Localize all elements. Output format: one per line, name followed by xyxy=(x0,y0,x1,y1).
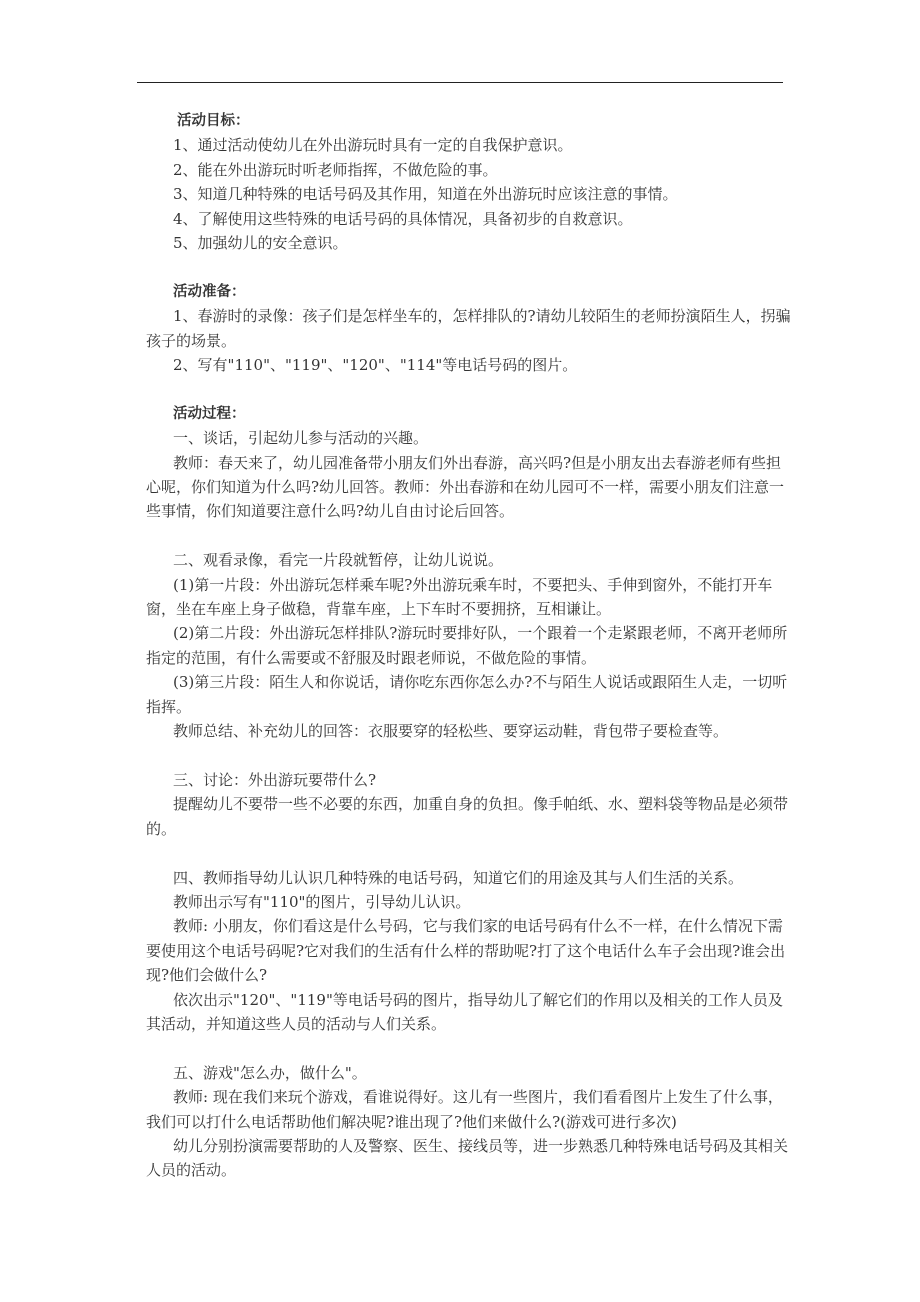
goal-item: 2、能在外出游玩时听老师指挥，不做危险的事。 xyxy=(173,160,498,179)
prep-item: 2、写有"110"、"119"、"120"、"114"等电话号码的图片。 xyxy=(173,356,578,375)
process-paragraph: 教师：春天来了，幼儿园准备带小朋友们外出春游，高兴吗?但是小朋友出去春游老师有些担心呢，你们知道为什么吗?幼儿回答。教师：外出春游和在幼儿园可不一样，需要小朋友们注意一些事情，你们知道要注意什么吗?幼儿自由讨论后回答。 xyxy=(146,453,785,521)
goal-item: 1、通过活动使幼儿在外出游玩时具有一定的自我保护意识。 xyxy=(173,136,573,155)
goal-item: 3、知道几种特殊的电话号码及其作用，知道在外出游玩时应该注意的事情。 xyxy=(173,185,678,204)
process-paragraph: (1)第一片段：外出游玩怎样乘车呢?外出游玩乘车时，不要把头、手伸到窗外，不能打开车窗，坐在车座上身子做稳，背靠车座，上下车时不要拥挤，互相谦让。 xyxy=(146,575,773,619)
spacer xyxy=(146,524,792,548)
process-paragraph: 四、教师指导幼儿认识几种特殊的电话号码，知道它们的用途及其与人们生活的关系。 xyxy=(173,868,744,887)
process-paragraph: 教师: 小朋友，你们看这是什么号码，它与我们家的电话号码有什么不一样，在什么情况下需要使用这个电话号码呢?它对我们的生活有什么样的帮助呢?打了这个电话什么车子会出现?谁会出现?他们会做什么? xyxy=(146,917,786,985)
prep-item: 1、春游时的录像：孩子们是怎样坐车的，怎样排队的?请幼儿较陌生的老师扮演陌生人，拐骗孩子的场景。 xyxy=(146,307,791,350)
process-paragraph: 一、谈话，引起幼儿参与活动的兴趣。 xyxy=(173,429,429,448)
process-paragraph: 教师总结、补充幼儿的回答：衣服要穿的轻松些、要穿运动鞋，背包带子要检查等。 xyxy=(173,722,729,741)
spacer xyxy=(146,1036,792,1060)
spacer xyxy=(146,841,792,865)
process-paragraph: 二、观看录像，看完一片段就暂停，让幼儿说说。 xyxy=(173,551,504,570)
goal-item: 4、了解使用这些特殊的电话号码的具体情况，具备初步的自救意识。 xyxy=(173,209,633,228)
process-paragraph: 幼儿分别扮演需要帮助的人及警察、医生、接线员等，进一步熟悉几种特殊电话号码及其相关人员的活动。 xyxy=(146,1136,789,1180)
header-rule xyxy=(137,82,783,83)
process-paragraph: 依次出示"120"、"119"等电话号码的图片，指导幼儿了解它们的作用以及相关的工作人员及其活动，并知道这些人员的活动与人们关系。 xyxy=(146,990,783,1033)
process-paragraph: (2)第二片段：外出游玩怎样排队?游玩时要排好队，一个跟着一个走紧跟老师，不离开老师所指定的范围，有什么需要或不舒服及时跟老师说，不做危险的事情。 xyxy=(146,624,788,667)
process-paragraph: 教师出示写有"110"的图片，引导幼儿认识。 xyxy=(173,892,471,911)
prep-heading: 活动准备： xyxy=(173,283,246,300)
goal-item: 5、加强幼儿的安全意识。 xyxy=(173,234,348,253)
process-paragraph: 教师: 现在我们来玩个游戏，看谁说得好。这儿有一些图片，我们看看图片上发生了什么事，我们可以打什么电话帮助他们解决呢?谁出现了?他们来做什么?(游戏可进行多次) xyxy=(146,1088,783,1131)
process-paragraph: (3)第三片段：陌生人和你说话，请你吃东西你怎么办?不与陌生人说话或跟陌生人走，一切听指挥。 xyxy=(146,673,788,716)
process-heading: 活动过程： xyxy=(173,405,246,422)
spacer xyxy=(146,255,792,279)
process-paragraph: 五、游戏"怎么办，做什么"。 xyxy=(173,1063,367,1082)
goals-heading: 活动目标： xyxy=(177,113,250,129)
process-paragraph: 提醒幼儿不要带一些不必要的东西，加重自身的负担。像手帕纸、水、塑料袋等物品是必须带的。 xyxy=(146,795,789,838)
spacer xyxy=(146,744,792,768)
spacer xyxy=(146,377,792,401)
document-body xyxy=(146,109,792,1183)
process-paragraph: 三、讨论：外出游玩要带什么? xyxy=(173,770,377,789)
